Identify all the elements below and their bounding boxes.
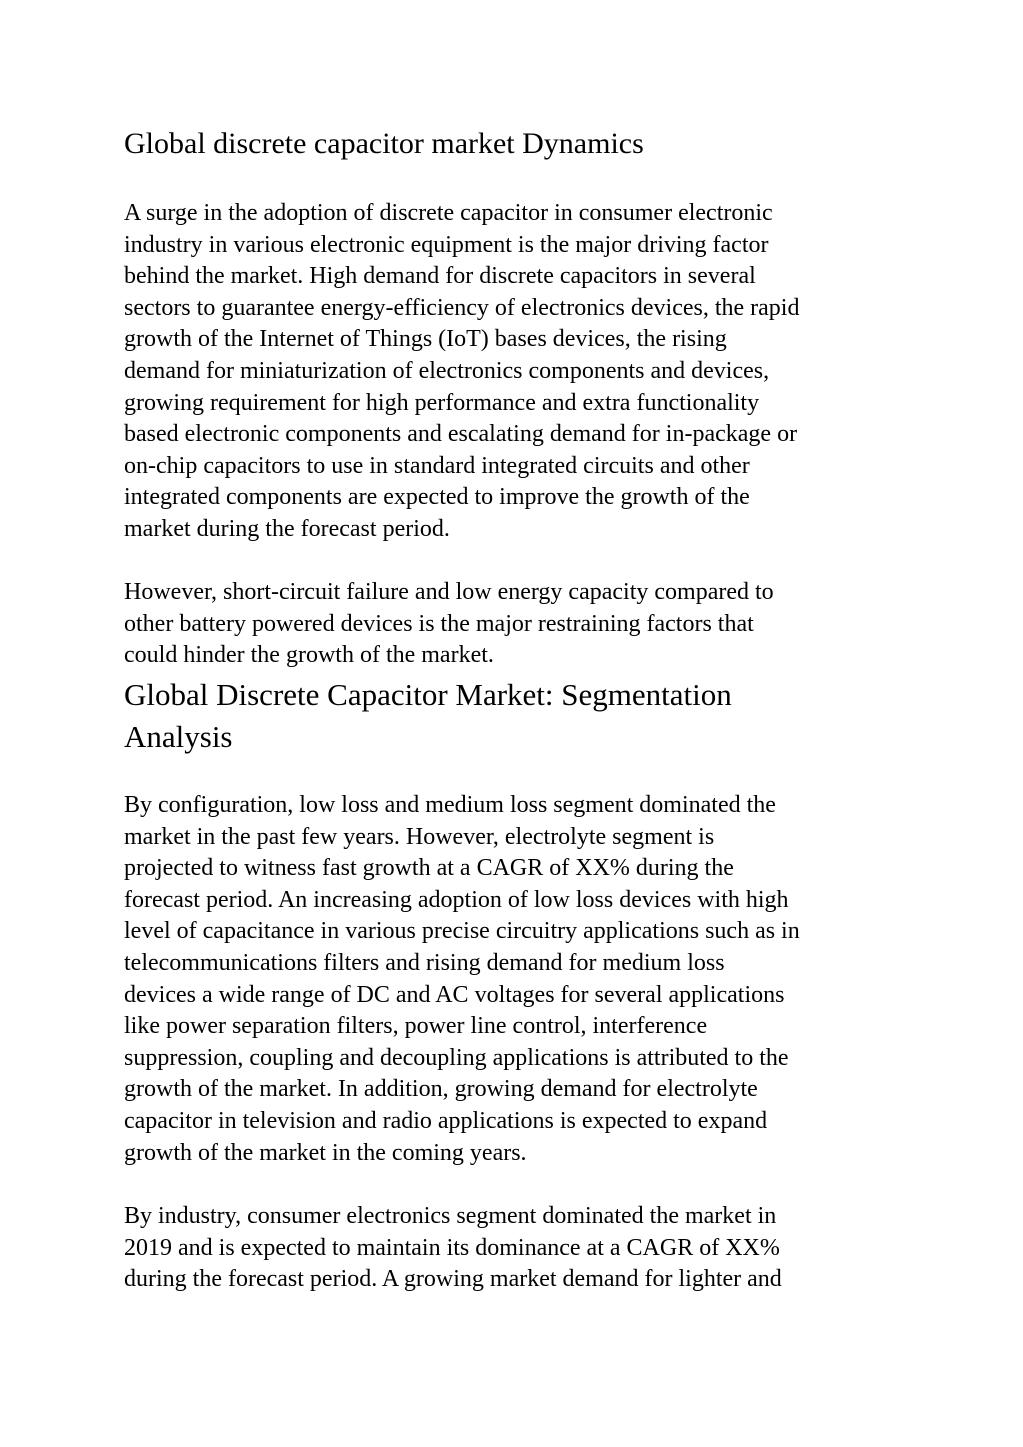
paragraph-market-restraints: However, short-circuit failure and low energy capacity compared to other battery powered devices is the major restraining factors that could hinder the growth of the market. <box>124 579 774 669</box>
paragraph-industry-segment: By industry, consumer electronics segment dominated the market in 2019 and is expected to maintain its dominance at a CAGR of XX% during the forecast period. A growing market demand for lighter and <box>124 1203 782 1293</box>
paragraph-configuration-segment: By configuration, low loss and medium loss segment dominated the market in the past few years. However, electrolyte segment is projected to witness fast growth at a CAGR of XX% during the forecast period. An increasing adoption of low loss devices with high level of capacitance in various precise circuitry applications such as in telecommunications filters and rising demand for medium loss devices a wide range of DC and AC voltages for several applications like power separation filters, power line control, interference suppression, coupling and decoupling applications is attributed to the growth of the market. In addition, growing demand for electrolyte capacitor in television and radio applications is expected to expand growth of the market in the coming years. <box>124 792 800 1166</box>
section-heading-segmentation: Global Discrete Capacitor Market: Segmentation Analysis <box>124 677 732 754</box>
section-heading-dynamics: Global discrete capacitor market Dynamics <box>124 127 644 160</box>
paragraph-market-drivers: A surge in the adoption of discrete capacitor in consumer electronic industry in various electronic equipment is the major driving factor behind the market. High demand for discrete capacitors in several sectors to guarantee energy-efficiency of electronics devices, the rapid growth of the Internet of Things (IoT) bases devices, the rising demand for miniaturization of electronics components and devices, growing requirement for high performance and extra functionality based electronic components and escalating demand for in-package or on-chip capacitors to use in standard integrated circuits and other integrated components are expected to improve the growth of the market during the forecast period. <box>124 200 800 542</box>
